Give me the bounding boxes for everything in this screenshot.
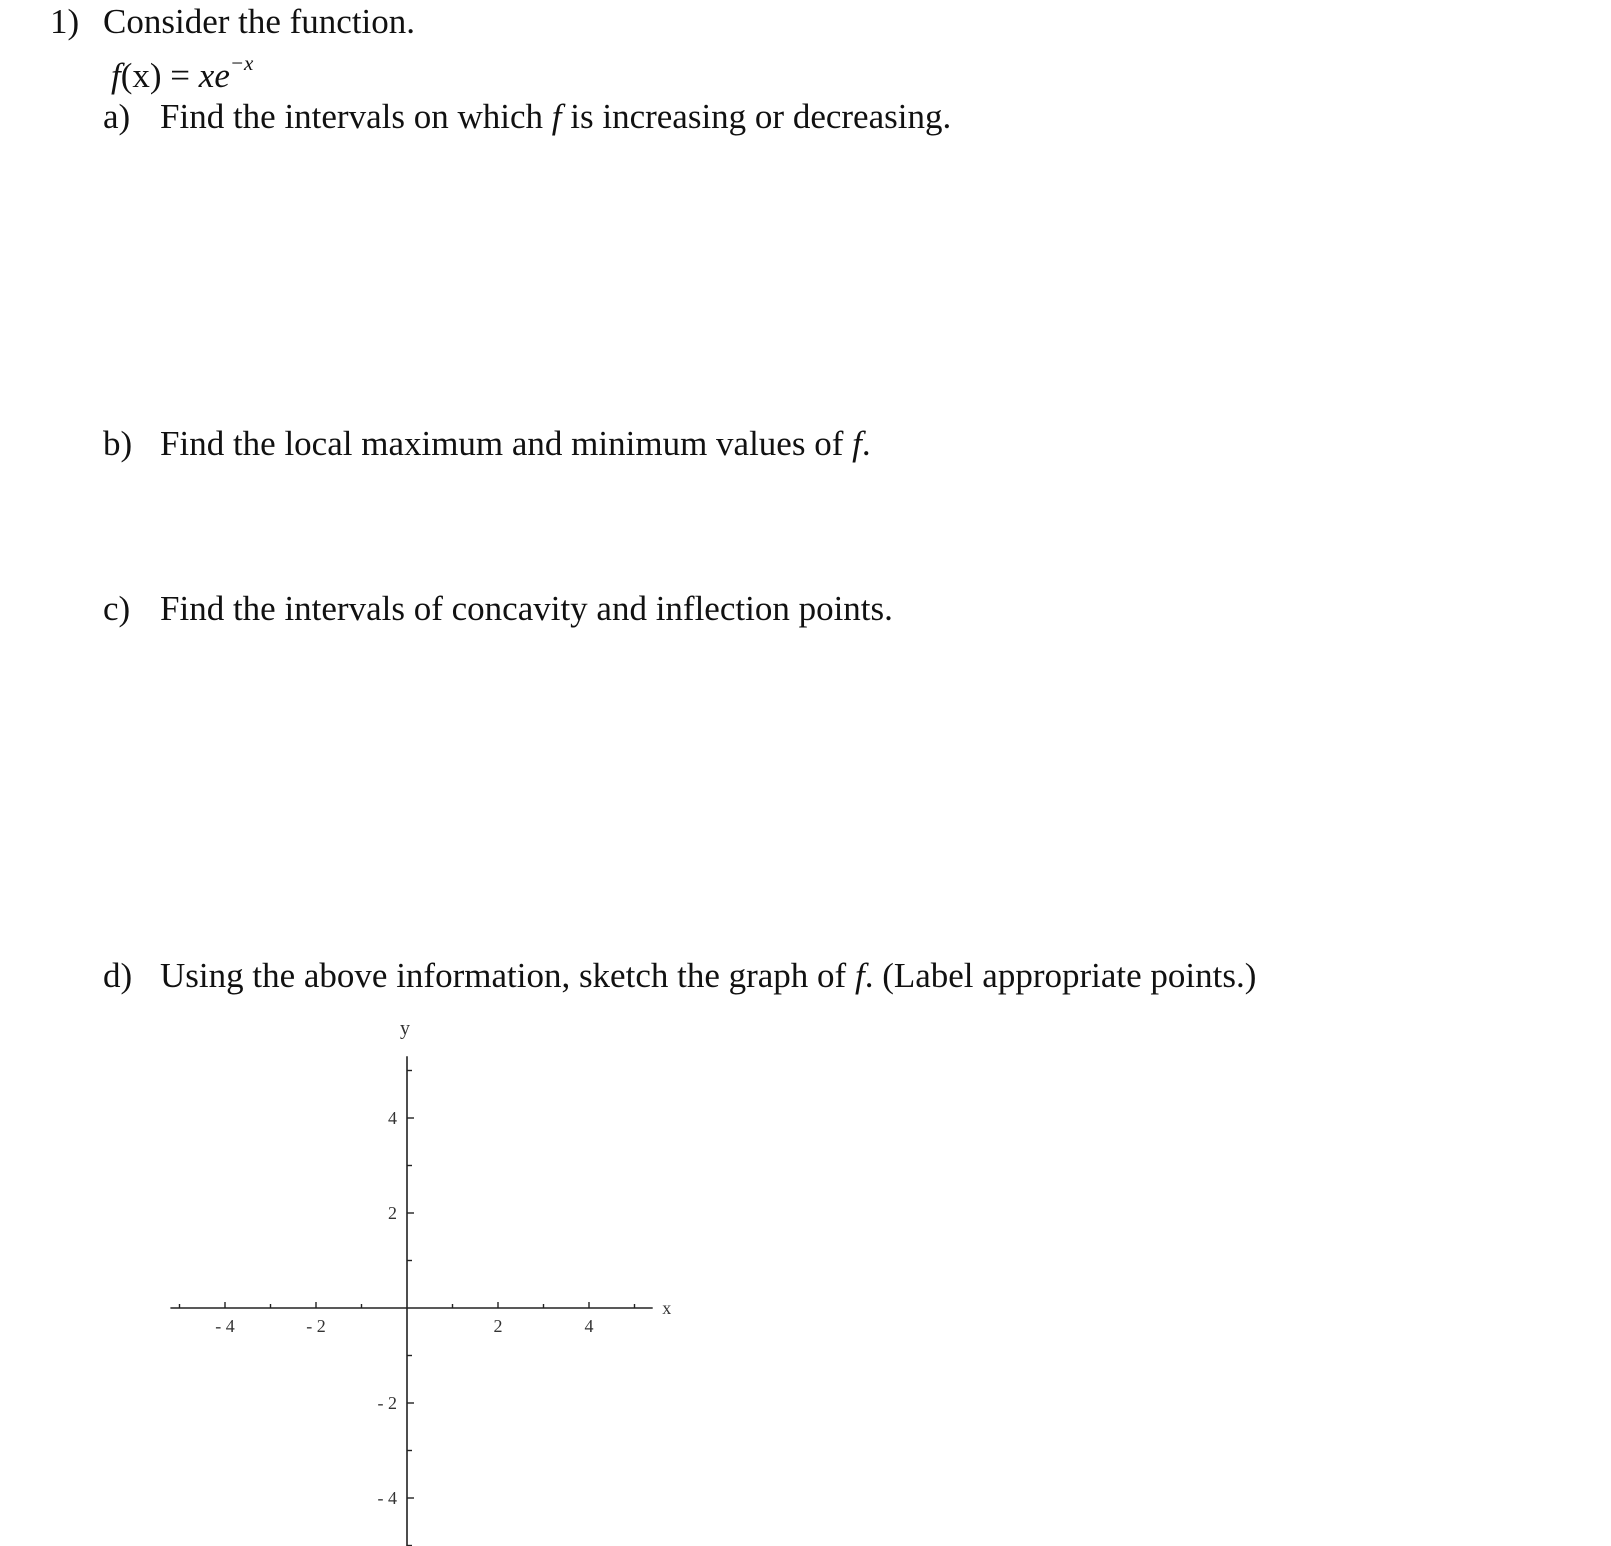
formula-argument: (x) <box>120 56 162 95</box>
y-tick-label: 4 <box>388 1108 397 1128</box>
part-b-variable: f <box>852 424 862 463</box>
y-tick-label: 2 <box>388 1203 397 1223</box>
part-d-variable: f <box>854 956 865 995</box>
y-tick-label: - 2 <box>377 1393 397 1413</box>
part-a-label: a) <box>103 97 131 136</box>
formula-exponent: −x <box>229 51 254 75</box>
x-tick-label: 4 <box>584 1316 594 1336</box>
x-tick-label: - 4 <box>215 1316 235 1336</box>
y-tick-label: - 4 <box>377 1488 397 1508</box>
formula-equals: = <box>161 56 199 95</box>
part-c-question: Find the intervals of concavity and inflection points. <box>160 589 893 628</box>
formula-rhs: xe <box>198 56 230 95</box>
part-a-text-end: is increasing or decreasing. <box>561 97 952 136</box>
part-d-label: d) <box>103 956 133 995</box>
part-b-label: b) <box>103 424 133 463</box>
part-b-text: Find the local maximum and minimum values of <box>160 424 853 463</box>
part-a-text: Find the intervals on which <box>160 97 552 136</box>
part-d-text: Using the above information, sketch the graph of <box>160 956 855 995</box>
x-axis-label: x <box>662 1298 672 1318</box>
problem-number: 1) <box>50 2 80 41</box>
problem-intro: Consider the function. <box>103 2 416 41</box>
x-tick-label: - 2 <box>306 1316 326 1336</box>
part-a-variable: f <box>551 97 562 136</box>
y-axis-label: y <box>400 1017 410 1040</box>
part-c-label: c) <box>103 589 131 628</box>
x-tick-label: 2 <box>493 1316 503 1336</box>
formula-function-name: f <box>111 56 121 95</box>
part-d-text-end: . (Label appropriate points.) <box>864 956 1257 995</box>
part-b-text-end: . <box>861 424 871 463</box>
